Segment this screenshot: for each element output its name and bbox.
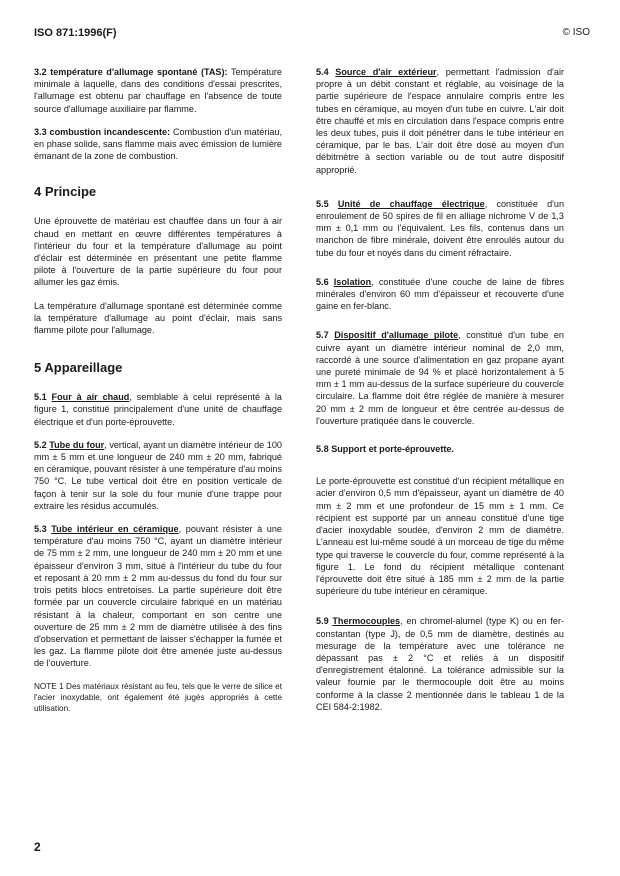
- section-5-5-number: 5.5: [316, 198, 329, 209]
- section-4-paragraph-1: Une éprouvette de matériau est chauffée dans un four à air chaud en mettant en œuvre différentes températures à l'intérieur du four et la température d'allumage au point d'éclair est déterminée en présentant une petite flamme pilote à l'ouverture de la partie supérieure du four pour allumer les gaz émis.: [34, 216, 282, 288]
- section-5-1-paragraph: [34, 391, 282, 428]
- section-5-8: [316, 443, 564, 597]
- section-5-7: [316, 329, 564, 427]
- section-5-2-paragraph: [34, 439, 282, 512]
- section-5-9-number: 5.9: [316, 616, 329, 627]
- section-5-5-paragraph: [316, 198, 564, 259]
- section-5-1: [34, 391, 282, 428]
- section-4-p1-wrap: [34, 215, 282, 288]
- left-column: [34, 66, 282, 714]
- section-5-3-title: Tube intérieur en céramique: [51, 524, 179, 535]
- section-5-8-number: 5.8: [316, 444, 329, 455]
- section-5-7-paragraph: [316, 329, 564, 427]
- section-5-1-number: 5.1: [34, 392, 47, 403]
- section-5-5: [316, 198, 564, 259]
- section-3-3-text: Combustion d'un matériau, en phase solide, sans flamme mais avec émission de lumière émanant de la zone de combustion.: [34, 126, 283, 162]
- right-column: [316, 66, 564, 724]
- section-3-2: [34, 66, 282, 115]
- section-3-3-number: 3.3: [34, 126, 47, 137]
- section-5-6-title: Isolation: [333, 276, 372, 287]
- section-3-2-text: Température minimale à laquelle, dans des conditions d'essai prescrites, l'allumage est obtenu par chauffage en l'absence de toute source d'allumage auxiliaire par flamme.: [34, 67, 282, 114]
- section-3-3-paragraph: [34, 126, 282, 163]
- section-5-3-paragraph: [34, 523, 282, 669]
- section-3-3-title: combustion incandescente:: [49, 126, 171, 137]
- section-5-5-title: Unité de chauffage électrique: [337, 198, 485, 209]
- section-5-9-text: , en chromel-alumel (type K) ou en fer-constantan (type J), de 0,5 mm de diamètre, destinés au mesurage de la température avec une tolérance ne dépassant pas ± 2 °C et reliés à un dispositif d'enregistrement étalonné. La tolérance admissible sur la valeur fournie par le thermocouple doit être au moins conforme à la classe 2 mentionnée dans le tableau 1 de la CEI 584-2:1982.: [316, 616, 565, 712]
- section-5-4-text: , permettant l'admission d'air propre à un débit constant et réglable, au voisinage de la partie supérieure de l'espace annulaire compris entre les tubes en céramique, au moyen d'un tube en cuivre. L'air doit être chauffé et mis en circulation dans l'espace compris entre les deux tubes, puis il doit pénétrer dans le tube intérieur en céramique, par le bas. L'air doit être dosé au moyen d'un débitmètre à section variable ou de tout autre dispositif approprié.: [316, 67, 564, 175]
- section-5-9: [316, 615, 564, 713]
- section-5-5-text: , constituée d'un enroulement de 50 spires de fil en alliage nichrome V de 1,3 mm ± 0,1 mm ou l'équivalent. Les fils, contenus dans un manchon de fibre minérale, doivent être enroulés autour du tube du four et noyés dans du ciment réfractaire.: [316, 198, 565, 258]
- section-5-4: [316, 66, 564, 176]
- section-3-3: [34, 126, 282, 163]
- section-3-2-number: 3.2: [34, 67, 47, 77]
- standard-reference: ISO 871:1996(F): [34, 27, 117, 39]
- section-5-3: [34, 523, 282, 669]
- section-5-6-text: , constituée d'une couche de laine de fibres minérales d'environ 60 mm d'épaisseur et recouverte d'une gaine en fer-blanc.: [316, 276, 564, 312]
- section-3-2-title: température d'allumage spontané (TAS):: [50, 67, 228, 77]
- section-4-p2-wrap: [34, 300, 282, 337]
- section-5-7-number: 5.7: [316, 330, 329, 341]
- page-number: 2: [34, 840, 41, 854]
- section-4-paragraph-2: La température d'allumage spontané est déterminée comme la température d'allumage au point d'éclair, mais sans flamme pilote pour l'allumage.: [34, 300, 282, 336]
- note-1: NOTE 1 Des matériaux résistant au feu, tels que le verre de silice et l'acier inoxydable, ont également été jugés appropriés à cette utilisation.: [34, 681, 282, 713]
- section-5-1-text: , semblable à celui représenté à la figure 1, constitué principalement d'une unité de chauffage électrique et d'un porte-éprouvette.: [34, 392, 282, 427]
- section-3-2-paragraph: [34, 66, 282, 115]
- section-5-4-title: Source d'air extérieur: [335, 67, 437, 77]
- section-5-3-number: 5.3: [34, 524, 47, 535]
- section-5-2-title: Tube du four: [49, 439, 105, 450]
- section-4-heading: 4 Principe: [34, 184, 97, 200]
- section-5-2: [34, 439, 282, 512]
- section-5-9-paragraph: [316, 615, 564, 713]
- section-5-8-text: Le porte-éprouvette est constitué d'un récipient métallique en acier d'environ 0,5 mm d'épaisseur, ayant un diamètre de 40 mm ± 2 mm et une profondeur de 15 mm ± 1 mm. Ce récipient est supporté par un anneau constitué d'une tige d'acier inoxydable soudée, d'environ 2 mm de diamètre. L'anneau est lui-même soudé à un morceau de tige du même type qui traverse le couvercle du four, comme représenté à la figure 1. Le fond du récipient métallique contenant l'éprouvette doit être situé à 185 mm ± 2 mm de la partie supérieure du tube intérieur en céramique.: [316, 476, 564, 597]
- section-5-6-number: 5.6: [316, 276, 329, 287]
- section-5-heading: 5 Appareillage: [34, 360, 123, 376]
- section-5-1-title: Four à air chaud: [51, 392, 130, 403]
- copyright-mark: © ISO: [562, 27, 590, 38]
- section-5-6-paragraph: [316, 276, 564, 313]
- section-5-9-title: Thermocouples: [332, 616, 401, 627]
- section-5-3-text: , pouvant résister à une température d'au moins 750 °C, ayant un diamètre intérieur de 75 mm ± 2 mm, une longueur de 240 mm ± 20 mm et une épaisseur d'environ 3 mm, situé à l'intérieur du tube du four et reposant à 20 mm ± 2 mm au-dessus du fond du four sur trois petits blocs entretoises. La partie supérieure doit être formée par un couvercle circulaire fabriqué en un matériau résistant à la chaleur, comportant en son centre une ouverture de 25 mm ± 2 mm de diamètre utilisée à des fins d'observation et permettant de laisser s'échapper la fumée et les gaz. La flamme pilote doit être amenée juste au-dessus de l'ouverture.: [34, 524, 282, 669]
- section-5-2-text: , vertical, ayant un diamètre intérieur de 100 mm ± 5 mm et une longueur de 240 mm ± 20 mm, fabriqué en céramique, pouvant résister à une température d'au moins 750 °C. Le tube vertical doit être en position verticale de façon à tenir sur la sole du four munie d'une trappe pour extraire les résidus accumulés.: [34, 439, 282, 511]
- section-5-8-heading: [316, 443, 564, 455]
- section-5-4-number: 5.4: [316, 67, 329, 77]
- section-5-8-title: Support et porte-éprouvette.: [331, 444, 454, 455]
- section-5-4-paragraph: [316, 66, 564, 176]
- section-5-2-number: 5.2: [34, 439, 47, 450]
- section-5-7-text: , constitué d'un tube en cuivre ayant un diamètre intérieur nominal de 2,0 mm, raccordé à une source d'alimentation en gaz propane ayant une pureté minimale de 94 % et placé horizontalement à 5 mm ± 1 mm au-dessus de la surface supérieure du couvercle circulaire. La flamme doit être réglée de manière à mesurer 20 mm ± 2 mm de longueur et être centrée au-dessus de l'ouverture pratiquée dans le couvercle.: [316, 330, 564, 426]
- section-5-6: [316, 276, 564, 313]
- section-5-7-title: Dispositif d'allumage pilote: [334, 330, 459, 341]
